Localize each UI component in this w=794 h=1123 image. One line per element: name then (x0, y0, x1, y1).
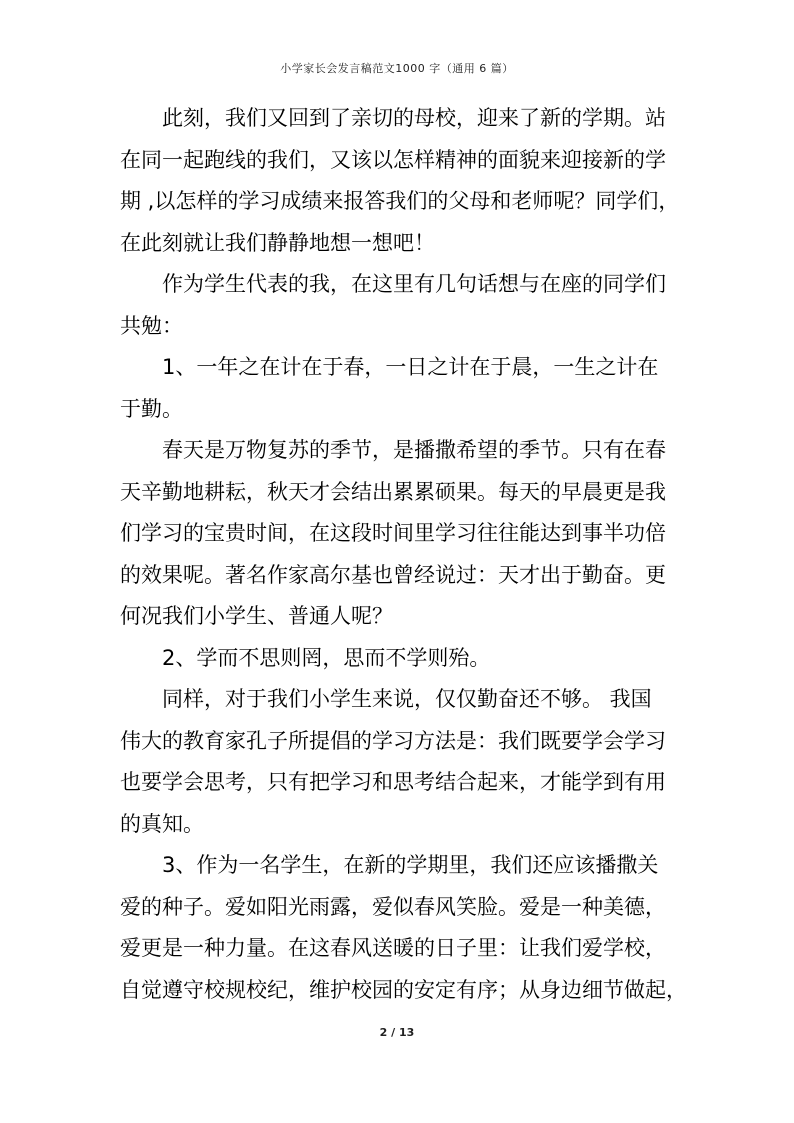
document-body (120, 98, 687, 1011)
paragraph-line: 此刻，我们又回到了亲切的母校，迎来了新的学期。站 (162, 106, 666, 130)
paragraph-line: 也要学会思考，只有把学习和思考结合起来，才能学到有用 (120, 770, 666, 794)
paragraph-line: 作为学生代表的我，在这里有几句话想与在座的同学们 (162, 272, 666, 296)
paragraph-line: 的真知。 (120, 811, 204, 836)
page-number: 2 / 13 (379, 1026, 415, 1039)
paragraph-line: 爱的种子。爱如阳光雨露，爱似春风笑脸。爱是一种美德， (120, 894, 666, 919)
paragraph-line: 2、学而不思则罔，思而不学则殆。 (162, 645, 491, 670)
paragraph-line: 的效果呢。著名作家高尔基也曾经说过：天才出于勤奋。更 (120, 562, 666, 587)
paragraph-line: 们学习的宝贵时间，在这段时间里学习往往能达到事半功倍 (120, 521, 666, 545)
paragraph-line: 自觉遵守校规校纪，维护校园的安定有序；从身边细节做起， (120, 977, 687, 1002)
paragraph-line: 爱更是一种力量。在这春风送暖的日子里：让我们爱学校， (120, 936, 666, 960)
paragraph-line: 何况我们小学生、普通人呢？ (120, 604, 393, 628)
paragraph-line: 期 ,以怎样的学习成绩来报答我们的父母和老师呢？同学们， (120, 189, 680, 213)
paragraph-line: 共勉： (120, 313, 183, 338)
paragraph-line: 在同一起跑线的我们，又该以怎样精神的面貌来迎接新的学 (120, 147, 666, 172)
paragraph-line: 于勤。 (120, 396, 183, 421)
paragraph-line: 3、作为一名学生，在新的学期里，我们还应该播撒关 (162, 853, 659, 877)
paragraph-line: 伟大的教育家孔子所提倡的学习方法是：我们既要学会学习 (120, 728, 666, 753)
paragraph-line: 天辛勤地耕耘，秋天才会结出累累硕果。每天的早晨更是我 (120, 479, 666, 504)
paragraph-line: 在此刻就让我们静静地想一想吧！ (120, 230, 435, 255)
paragraph-line: 1、一年之在计在于春，一日之计在于晨，一生之计在 (162, 355, 659, 379)
paragraph-line: 春天是万物复苏的季节，是播撒希望的季节。只有在春 (162, 438, 666, 462)
paragraph-line: 同样，对于我们小学生来说，仅仅勤奋还不够。 我国 (162, 687, 652, 711)
page-header-title: 小学家长会发言稿范文1000 字（通用 6 篇） (280, 62, 514, 75)
